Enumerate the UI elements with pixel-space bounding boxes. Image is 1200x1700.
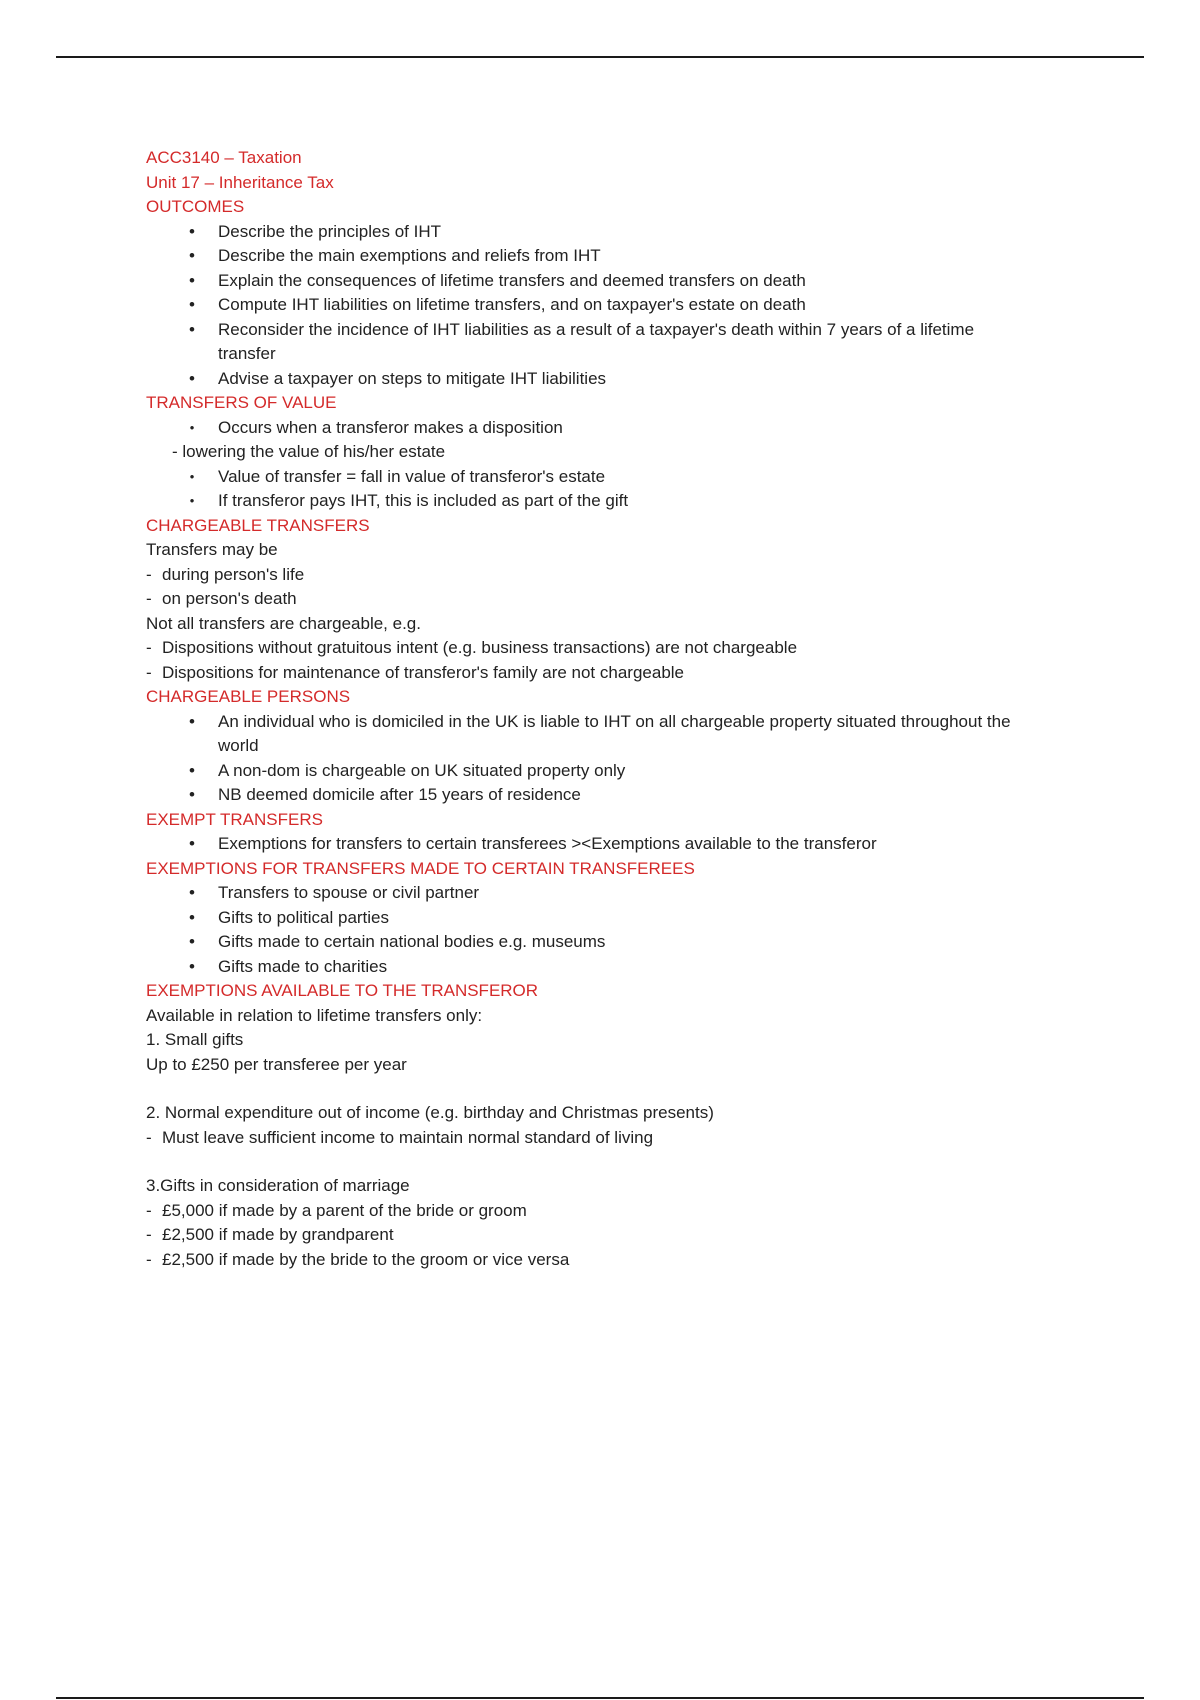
bullet-icon: • bbox=[189, 270, 195, 290]
list-item: • Value of transfer = fall in value of transferor's estate bbox=[146, 465, 1106, 490]
dash-item: - Must leave sufficient income to maintain normal standard of living bbox=[146, 1127, 654, 1147]
spacer bbox=[146, 1077, 1106, 1101]
course-title: ACC3140 – Taxation bbox=[146, 148, 302, 167]
list-item: • Compute IHT liabilities on lifetime transfers, and on taxpayer's estate on death bbox=[146, 293, 1106, 318]
bullet-icon: • bbox=[189, 468, 195, 484]
chargeable-transfers-heading: CHARGEABLE TRANSFERS bbox=[146, 515, 370, 535]
dash-item: - on person's death bbox=[146, 589, 297, 608]
small-gifts-limit: Up to £250 per transferee per year bbox=[146, 1054, 407, 1074]
dash-item: - £5,000 if made by a parent of the bride or groom bbox=[146, 1200, 527, 1220]
transferee-exemptions-heading: EXEMPTIONS FOR TRANSFERS MADE TO CERTAIN TRANSFEREES bbox=[146, 858, 695, 878]
bullet-icon: • bbox=[189, 907, 195, 927]
bullet-icon: • bbox=[189, 246, 195, 265]
transfers-of-value-list-2 bbox=[146, 465, 1106, 514]
bullet-icon: • bbox=[189, 932, 195, 951]
bullet-icon: • bbox=[189, 295, 195, 314]
list-item: • Occurs when a transferor makes a disposition bbox=[146, 416, 1106, 441]
bullet-icon: • bbox=[189, 319, 195, 339]
bullet-icon: • bbox=[189, 883, 195, 902]
small-gifts-title: 1. Small gifts bbox=[146, 1030, 244, 1049]
bullet-icon: • bbox=[189, 834, 195, 853]
list-item: • Gifts to political parties bbox=[146, 906, 1106, 931]
spacer bbox=[146, 1150, 1106, 1174]
document-body bbox=[146, 146, 1106, 1272]
bullet-icon: • bbox=[189, 711, 195, 731]
list-item: • Advise a taxpayer on steps to mitigate IHT liabilities bbox=[146, 367, 1106, 392]
chargeable-persons-list bbox=[146, 710, 1106, 808]
list-item: • Gifts made to charities bbox=[146, 955, 1106, 980]
bullet-icon: • bbox=[189, 760, 195, 780]
bottom-rule bbox=[56, 1697, 1144, 1699]
exempt-transfers-list bbox=[146, 832, 1106, 857]
transferor-exemptions-intro: Available in relation to lifetime transfers only: bbox=[146, 1005, 483, 1025]
list-item: • An individual who is domiciled in the UK is liable to IHT on all chargeable property situated throughout the bbox=[146, 710, 1106, 735]
dash-item: - £2,500 if made by grandparent bbox=[146, 1225, 394, 1244]
chargeable-persons-heading: CHARGEABLE PERSONS bbox=[146, 687, 351, 706]
bullet-icon: • bbox=[189, 785, 195, 804]
bullet-icon: • bbox=[189, 221, 195, 241]
list-item: • Transfers to spouse or civil partner bbox=[146, 881, 1106, 906]
transferee-exemptions-list bbox=[146, 881, 1106, 979]
outcomes-heading: OUTCOMES bbox=[146, 197, 245, 216]
list-item: • Gifts made to certain national bodies e.g. museums bbox=[146, 930, 1106, 955]
list-item: • If transferor pays IHT, this is included as part of the gift bbox=[146, 489, 1106, 514]
dash-item: - £2,500 if made by the bride to the groom or vice versa bbox=[146, 1249, 570, 1269]
list-item: • Describe the main exemptions and reliefs from IHT bbox=[146, 244, 1106, 269]
list-item-continuation: world bbox=[218, 736, 259, 755]
bullet-icon: • bbox=[189, 956, 195, 976]
dash-item: - during person's life bbox=[146, 564, 305, 584]
list-item: • Exemptions for transfers to certain transferees ><Exemptions available to the transferor bbox=[146, 832, 1106, 857]
top-rule bbox=[56, 56, 1144, 58]
dash-item: - Dispositions for maintenance of transferor's family are not chargeable bbox=[146, 662, 685, 682]
outcomes-list bbox=[146, 220, 1106, 392]
normal-expenditure-title: 2. Normal expenditure out of income (e.g. birthday and Christmas presents) bbox=[146, 1103, 714, 1122]
unit-title: Unit 17 – Inheritance Tax bbox=[146, 172, 334, 192]
transferor-exemptions-heading: EXEMPTIONS AVAILABLE TO THE TRANSFEROR bbox=[146, 981, 539, 1000]
list-item-continuation: transfer bbox=[218, 344, 276, 363]
list-item: • A non-dom is chargeable on UK situated property only bbox=[146, 759, 1106, 784]
list-item: • Reconsider the incidence of IHT liabilities as a result of a taxpayer's death within 7 years of a lifetime bbox=[146, 318, 1106, 343]
list-item: • NB deemed domicile after 15 years of residence bbox=[146, 783, 1106, 808]
bullet-icon: • bbox=[189, 493, 195, 508]
list-item: • Describe the principles of IHT bbox=[146, 220, 1106, 245]
bullet-icon: • bbox=[189, 368, 195, 388]
dash-item: - Dispositions without gratuitous intent (e.g. business transactions) are not chargeable bbox=[146, 638, 798, 657]
transfers-of-value-subpoint: - lowering the value of his/her estate bbox=[172, 442, 446, 461]
bullet-icon: • bbox=[189, 419, 195, 435]
transfers-of-value-list bbox=[146, 416, 1106, 441]
chargeable-transfers-intro: Transfers may be bbox=[146, 540, 278, 559]
list-item: • Explain the consequences of lifetime transfers and deemed transfers on death bbox=[146, 269, 1106, 294]
marriage-gifts-title: 3.Gifts in consideration of marriage bbox=[146, 1176, 410, 1195]
exempt-transfers-heading: EXEMPT TRANSFERS bbox=[146, 809, 323, 829]
transfers-of-value-heading: TRANSFERS OF VALUE bbox=[146, 393, 337, 412]
chargeable-transfers-note: Not all transfers are chargeable, e.g. bbox=[146, 613, 421, 633]
